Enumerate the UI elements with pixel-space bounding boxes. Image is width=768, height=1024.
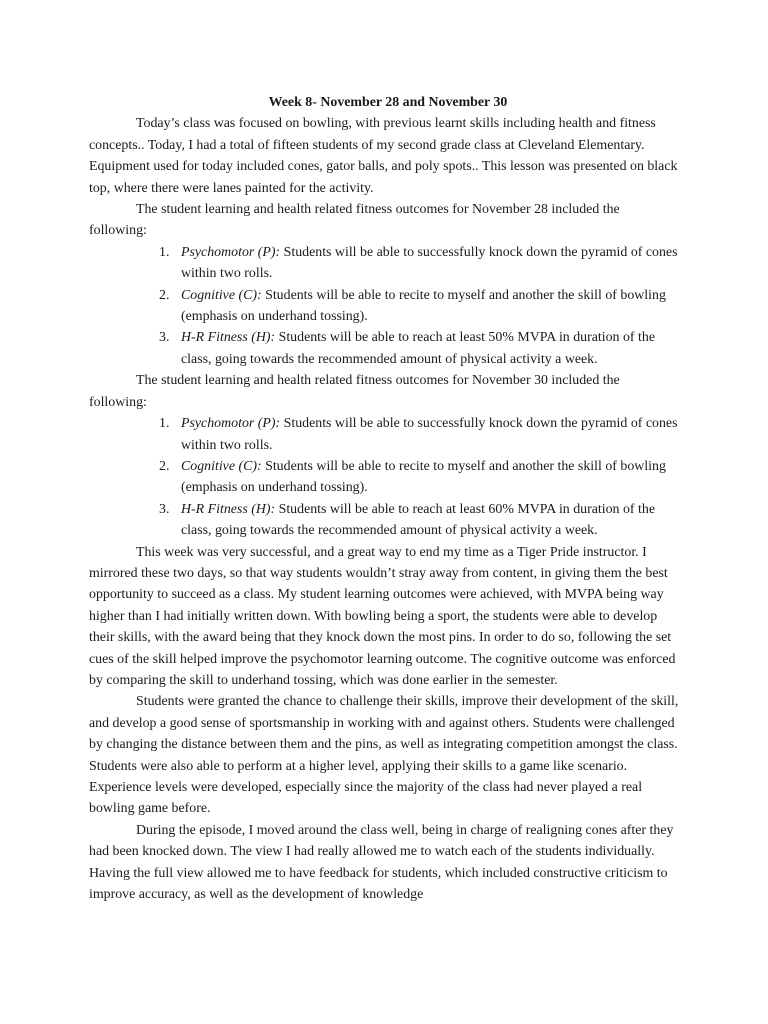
reflection-paragraph: This week was very successful, and a great way to end my time as a Tiger Pride instructor. I mirrored these two days, so that way students wouldn’t stray away from content, in giving them the best opportunity to succeed as a class. My student learning outcomes were achieved, with MVPA being way higher than I had initially written down. With bowling being a sport, the students were able to develop their skills, with the award being that they knock down the most pins. In order to do so, following the set cues of the skill helped improve the psychomotor learning outcome. The cognitive outcome was enforced by comparing the skill to underhand tossing, which was done earlier in the semester. [89, 544, 676, 688]
outcome-number: 2. [159, 458, 170, 474]
outcome-number: 1. [159, 416, 170, 432]
outcome-number: 3. [159, 501, 170, 517]
outcome-label: H-R Fitness (H): [181, 330, 276, 346]
reflection-paragraph: Students were granted the chance to challenge their skills, improve their development of the skill, and develop a good sense of sportsmanship in working with and against others. Students were challenged by changing the distance between them and the pins, as well as integrating competition amongst the class. Students were also able to perform at a higher level, applying their skills to a game like scenario. Experience levels were developed, especially since the majority of the class had never played a real bowling game before. [89, 694, 679, 817]
outcome-text: Students will be able to successfully knock down the pyramid of cones within two rolls. [181, 416, 678, 453]
outcome-label: Psychomotor (P): [181, 244, 281, 260]
outcome-number: 3. [159, 330, 170, 346]
document-title: Week 8- November 28 and November 30 [268, 95, 508, 110]
outcome-item [89, 456, 679, 499]
outcome-number: 2. [159, 287, 170, 303]
outcome-text: Students will be able to recite to myself and another the skill of bowling (emphasis on underhand tossing). [181, 458, 666, 496]
outcome-item [89, 413, 679, 456]
outcome-item [89, 242, 679, 285]
intro-paragraph: Today’s class was focused on bowling, with previous learnt skills including health and fitness concepts.. Today, I had a total of fifteen students of my second grade class at Cleveland Elementary. Equipment used for today included cones, gator balls, and poly spots.. This lesson was presented on black top, where there were lanes painted for the activity. [89, 116, 678, 196]
nov28-outcomes-list [89, 242, 679, 370]
outcome-item [89, 285, 679, 328]
outcome-number: 1. [159, 244, 170, 260]
nov30-outcomes-list [89, 413, 679, 541]
reflection-paragraph: During the episode, I moved around the class well, being in charge of realigning cones after they had been knocked down. The view I had really allowed me to watch each of the students individually. Having the full view allowed me to have feedback for students, which included constructive criticism to improve accuracy, as well as the development of knowledge [89, 822, 674, 903]
outcome-label: H-R Fitness (H): [181, 501, 276, 517]
outcome-item [89, 327, 679, 370]
outcome-text: Students will be able to reach at least 60% MVPA in duration of the class, going towards the recommended amount of physical activity a week. [181, 501, 655, 539]
outcome-item [89, 499, 679, 542]
nov28-outcomes-intro: The student learning and health related fitness outcomes for November 28 included the following: [89, 202, 620, 239]
outcome-text: Students will be able to recite to myself and another the skill of bowling (emphasis on underhand tossing). [181, 287, 666, 325]
outcome-label: Cognitive (C): [181, 458, 262, 474]
nov30-outcomes-intro: The student learning and health related fitness outcomes for November 30 included the following: [89, 373, 620, 410]
outcome-text: Students will be able to reach at least 50% MVPA in duration of the class, going towards the recommended amount of physical activity a week. [181, 330, 655, 367]
outcome-label: Psychomotor (P): [181, 416, 281, 432]
outcome-label: Cognitive (C): [181, 287, 262, 303]
outcome-text: Students will be able to successfully knock down the pyramid of cones within two rolls. [181, 244, 678, 282]
document-page [89, 92, 679, 905]
